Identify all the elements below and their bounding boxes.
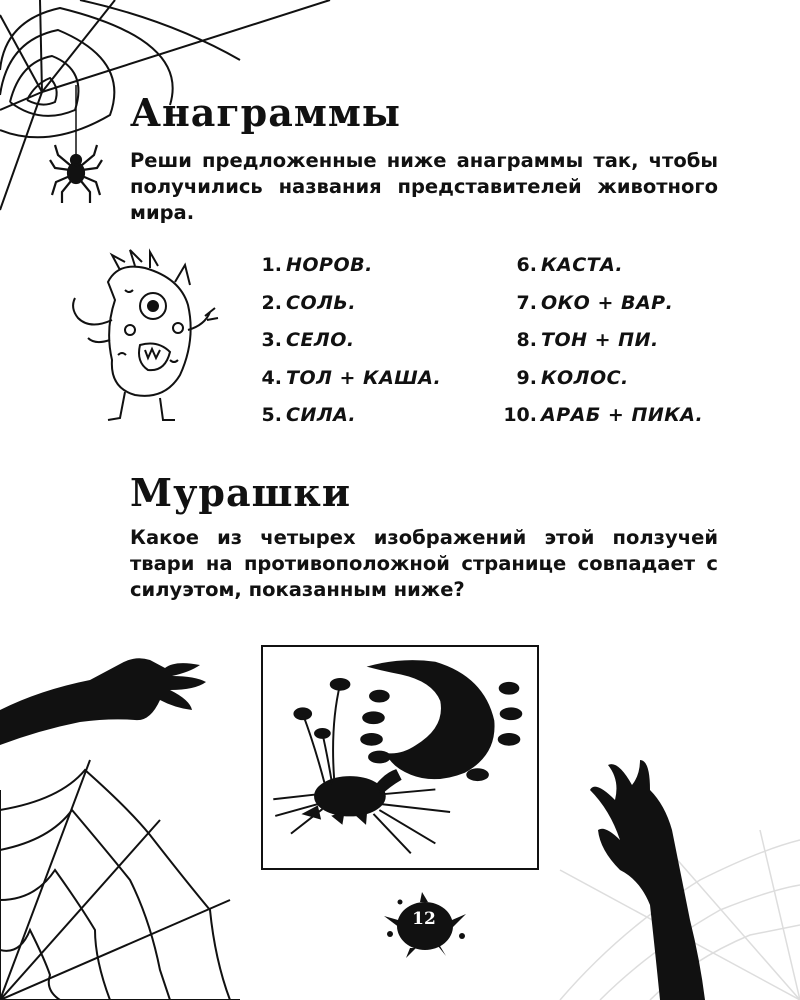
anagram-word: СИЛА.: [286, 404, 357, 426]
monster-doodle-icon: [73, 250, 218, 420]
anagram-number: 7.: [516, 291, 537, 314]
anagram-word: КАСТА.: [541, 254, 624, 276]
anagram-number: 10.: [503, 404, 537, 426]
anagram-number: 4.: [261, 366, 282, 389]
insect-silhouette-box: [261, 645, 539, 870]
anagram-number: 6.: [516, 254, 537, 276]
anagram-number: 8.: [516, 329, 537, 351]
anagram-list-right: [495, 254, 703, 442]
anagram-list-left: [240, 254, 441, 442]
anagram-word: ОКО + ВАР.: [541, 291, 674, 314]
section-title-anagrams: Анаграммы: [130, 90, 401, 135]
anagram-number: 2.: [261, 291, 282, 314]
anagram-item: [240, 254, 441, 292]
anagram-number: 3.: [261, 329, 282, 351]
silhouette-instructions: Какое из четырех изображений этой ползучей твари на противоположной странице совпадает с силуэтом, показанным ниже?: [130, 526, 718, 601]
anagram-word: СЕЛО.: [286, 329, 355, 351]
anagram-word: СОЛЬ.: [286, 291, 357, 314]
anagram-item: [240, 329, 441, 367]
anagram-number: 5.: [261, 404, 282, 426]
anagram-word: ТОЛ + КАША.: [286, 366, 442, 389]
anagram-item: [495, 254, 703, 292]
anagram-item: [240, 367, 441, 405]
anagram-number: 9.: [516, 366, 537, 389]
insect-silhouette-icon: [263, 647, 537, 868]
anagram-word: НОРОВ.: [286, 254, 373, 276]
anagrams-instructions: Реши предложенные ниже анаграммы так, чтобы получились названия представителей животного мира.: [130, 149, 718, 224]
cobweb-bottom-left-icon: [0, 760, 240, 1000]
anagram-item: [495, 292, 703, 330]
anagram-number: 1.: [261, 254, 282, 276]
anagram-item: [495, 329, 703, 367]
anagram-item: [495, 367, 703, 405]
spider-icon: [50, 145, 102, 203]
section-title-creepy-crawlies: Мурашки: [130, 470, 352, 515]
anagram-word: ТОН + ПИ.: [541, 329, 659, 351]
anagram-item: [495, 404, 703, 442]
cobweb-faint-right-icon: [560, 830, 800, 1000]
anagram-word: КОЛОС.: [541, 366, 629, 389]
page-number: 12: [412, 909, 436, 929]
anagram-word: АРАБ + ПИКА.: [541, 404, 704, 426]
hand-silhouette-left-icon: [0, 658, 206, 745]
anagram-item: [240, 404, 441, 442]
hand-silhouette-right-icon: [590, 760, 705, 1000]
anagram-item: [240, 292, 441, 330]
